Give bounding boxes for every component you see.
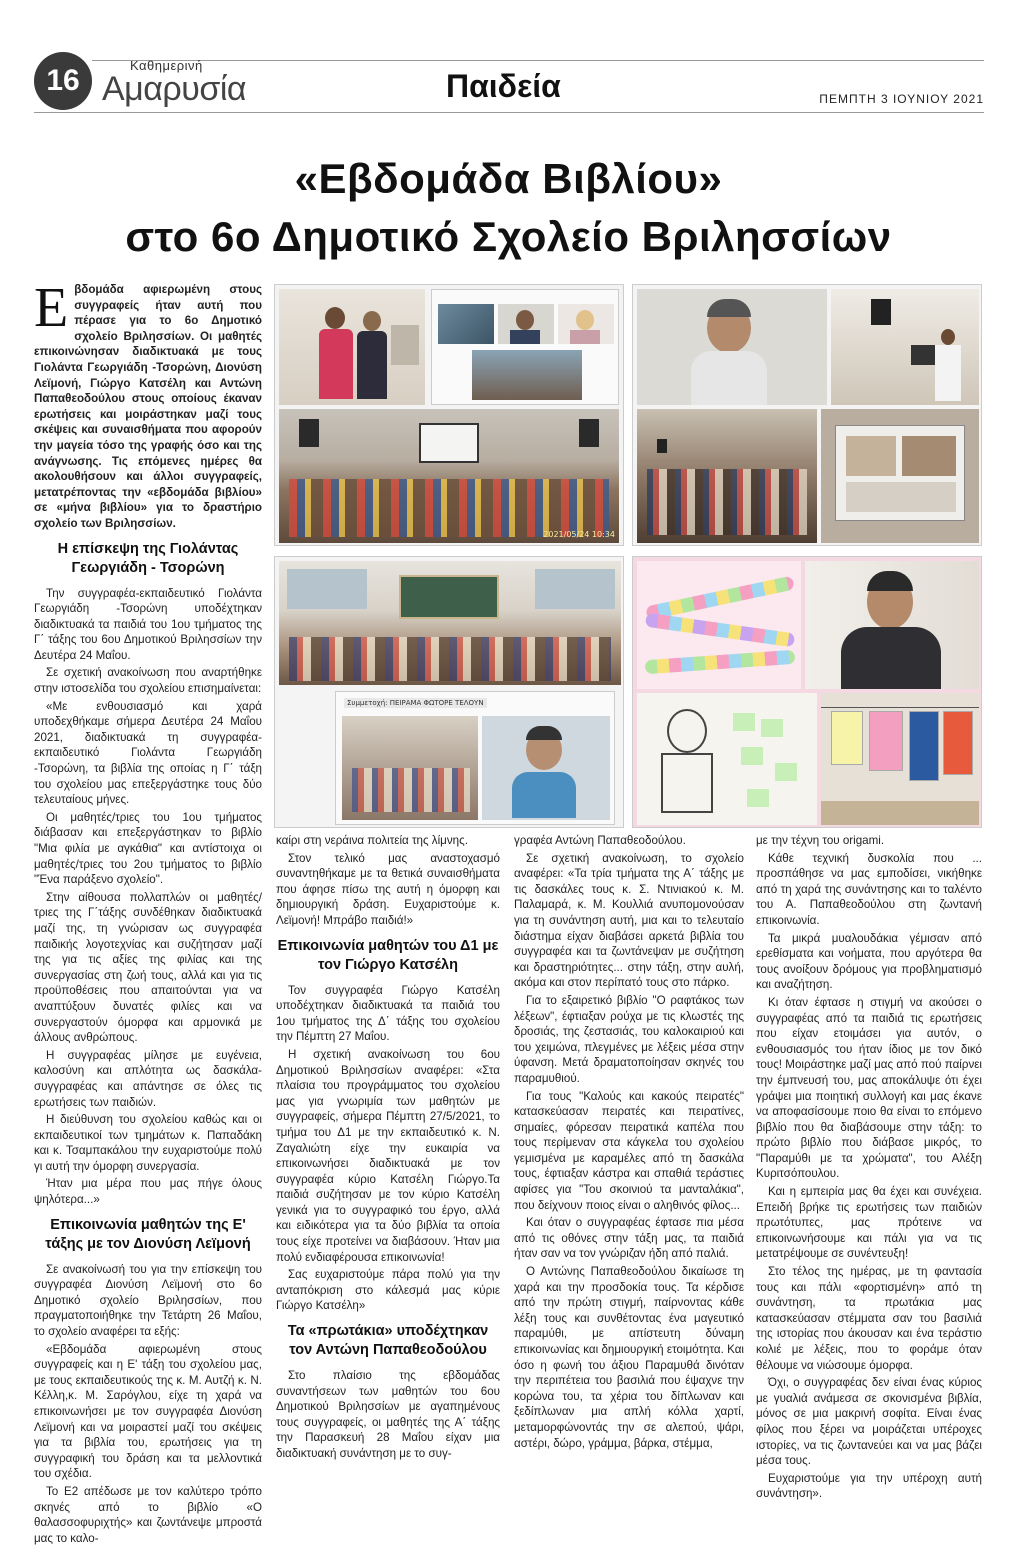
paragraph: Το Ε2 απέδωσε με τον καλύτερο τρόπο σκηνές από το βιβλίο «Ο θαλασσοφυριχτής» και ζωντάνεψε μπροστά μας το καλο- xyxy=(34,1484,262,1545)
paragraph: Σε ανακοίνωσή του για την επίσκεψη του συγγραφέα Διονύση Λεϊμονή στο 6ο Δημοτικό σχολείο Βριλησσίων, που πραγματοποιήθηκε την Τετάρτη 26 Μαΐου, το σχολείο αναφέρει τα εξής: xyxy=(34,1262,262,1339)
photo-classroom-wide xyxy=(279,561,621,685)
brand-subtitle: Καθημερινή xyxy=(130,58,203,73)
title-line-1: «Εβδομάδα Βιβλίου» xyxy=(294,155,723,202)
heading-katselis: Επικοινωνία μαθητών του Δ1 με τον Γιώργο Κατσέλη xyxy=(277,937,499,973)
photo-teachers-standing xyxy=(279,289,425,405)
paragraph: Στο τέλος της ημέρας, με τη φαντασία τους και πάλι «φορτισμένη» από τη συνάντηση, τα πρωτάκια μας κατασκεύασαν στέμματα σαν του βασιλιά της ιστορίας που άκουσαν και ένα τεράστιο κολιέ με λέξεις, που το φοράμε όταν θέλουμε να νιώσουμε όμορφα. xyxy=(756,1265,982,1372)
column-1 xyxy=(34,277,262,1545)
photo-screen-label: Συμμετοχή: ΠΕΙΡΑΜΑ ΦΩΤΟΡΕ ΤΕΛΟΥΝ xyxy=(344,698,487,708)
heading-georgiadi: Η επίσκεψη της Γιολάντας Γεωργιάδη - Τσορώνη xyxy=(57,540,239,576)
issue-date: ΠΕΜΠΤΗ 3 ΙΟΥΝΙΟΥ 2021 xyxy=(819,92,984,106)
section-title: Παιδεία xyxy=(446,68,561,104)
paragraph: Σε σχετική ανακοίνωση, το σχολείο αναφέρει: «Τα τρία τμήματα της Α΄ τάξης με τις δασκάλες τους κ. Σ. Ντινιακού κ. Μ. Παλαμαρά, κ. Μ. Κουλλιά ανυπομονούσαν για τη συνάντηση αυτή, μια και το τελευταίο διάστημα είχαν διαβάσει αρκετά βιβλία του συγγραφέα και τα ζωντάνεψαν με συζήτηση και δραστηριότητες... στην τάξη, στην αυλή, ακόμα και στον περίπατό τους στο πάρκο. xyxy=(514,851,744,990)
paragraph: Στην αίθουσα πολλαπλών οι μαθητές/τριες της Γ΄τάξης συνδέθηκαν διαδικτυακά μαζί της, τη γνώρισαν ως συγγραφέα παιδικής λογοτεχνίας και συζήτησαν μαζί της για τις αξίες της φιλίας και της συνεργασίας στη ζωή τους, αλλά και για τις προϋποθέσεις που απαιτούνται για να αναπτύξουν δυνατές φιλίες και να συνεργαστούν όμορφα και αρμονικά με άλλους ανθρώπους. xyxy=(34,890,262,1045)
brand-logo: Αμαρυσία xyxy=(102,70,247,108)
photo-students-on-floor xyxy=(637,409,817,543)
column-4 xyxy=(756,833,982,1501)
paragraph: Σε σχετική ανακοίνωση που αναρτήθηκε στην ιστοσελίδα του σχολείου επισημαίνεται: xyxy=(34,666,262,696)
photo-paper-chains xyxy=(637,561,801,689)
column-2 xyxy=(276,833,500,1460)
photo-classroom-collage-1 xyxy=(274,284,624,546)
paragraph: με την τέχνη του origami. xyxy=(756,834,885,847)
intro-paragraph xyxy=(34,277,262,532)
photo-author-video-call xyxy=(637,289,827,405)
paragraph: Ο Αντώνης Παπαθεοδούλου δικαίωσε τη χαρά και την προσδοκία τους. Τα κέρδισε από την πρώτη στιγμή, παίρνοντας κάθε λέξη τους και συνθέτοντας ένα μαγευτικό παραμύθι, με απίστευτη δύναμη επικοινωνίας και δημιουργική ετοιμότητα. Και όσο η φωνή του άξιου Παραμυθά δινόταν την περιπέτεια του βασιλιά που έψαχνε την κορώνα του, τα χέρια του δίπλωναν και ξεδίπλωναν μια απλή κόλλα χαρτί, μεταμορφώνοντάς την σε αλεπού, ψάρι, αστέρι, δώρο, γράμμα, βάρκα, στέμμα, xyxy=(514,1265,744,1450)
heading-papatheodoulou: Τα «πρωτάκια» υποδέχτηκαν τον Αντώνη Παπαθεοδούλου xyxy=(287,1323,489,1359)
paragraph: Οι μαθητές/τριες του 1ου τμήματος διάβασαν και επεξεργάστηκαν το βιβλίο "Μια φιλία με αγκάθια" και αντίστοιχα οι μαθητές/τριες του 2ου τμήματος το βιβλίο "Ένα παράξενο σχολείο". xyxy=(34,810,262,887)
paragraph: Για το εξαιρετικό βιβλίο "Ο ραφτάκος των λέξεων", έφτιαξαν ρούχα με τις κλωστές της δροσιάς, της ζεστασιάς, του καλοκαιριού και του χειμώνα, πλεγμένες με λέξεις μέσα στην ύφανση. Μετά δραματοποίησαν σκηνές του παραμυθιού. xyxy=(514,993,744,1085)
photo-projected-screen xyxy=(821,409,979,543)
paragraph: Κι όταν έφτασε η στιγμή να ακούσει ο συγγραφέας από τα παιδιά τις ερωτήσεις που είχαν ετοιμάσει για αυτόν, ο ενθουσιασμός του ήταν ίδιος με τον δικό τους! Μοιράστηκε μαζί μας από πού παίρνει την έμπνευσή του, μας αποκάλυψε ότι έχει γράψει μια ποιητική συλλογή και μας έκανε να αποφασίσουμε ποιο θα είναι το επόμενο βιβλίο που θα διαβάσουμε στην τάξη: το πρώτο βιβλίο που διάβασε μικρός, το "Παραμύθι με τα χρώματα", του Αλέξη Κυριτσόπουλου. xyxy=(756,995,982,1181)
photo-crafts-collage xyxy=(632,556,982,828)
photo-classroom-teacher xyxy=(831,289,979,405)
paragraph: «Εβδομάδα αφιερωμένη στους συγγραφείς και η Ε' τάξη του σχολείου μας, με τους εκπαιδευτικούς της κ. Μ. Αυτζή κ. Ν. Κέλλη,κ. Μ. Σαρόγλου, είχε τη χαρά να επικοινωνήσει με τον συγγραφέα Διονύση Λεϊμονή και να μοιραστεί μαζί του σκέψεις για τα βιβλία του, ερωτήσεις για τη συγγραφική του δράση και τα μελλοντικά του σχέδια. xyxy=(34,1342,262,1481)
paragraph: γραφέα Αντώνη Παπαθεοδούλου. xyxy=(514,834,686,847)
heading-leimonis: Επικοινωνία μαθητών της Ε' τάξης με τον Διονύση Λεϊμονή xyxy=(45,1216,251,1252)
drop-cap: Ε xyxy=(34,277,69,339)
paragraph: Ήταν μια μέρα που μας πήγε όλους ψηλότερα...» xyxy=(34,1177,262,1207)
paragraph: Κάθε τεχνική δυσκολία που ... προσπάθησε να μας εμποδίσει, νικήθηκε από τη χαρά της συνάντησης και το ταλέντο του Α. Παπαθεοδούλου στη ζωντανή επικοινωνία. xyxy=(756,851,982,927)
paragraph: Τα μικρά μυαλουδάκια γέμισαν από ερεθίσματα και νοήματα, που αργότερα θα τους ανοίξουν δρόμους για προβληματισμό και αναζήτηση. xyxy=(756,931,982,992)
header-rule-bottom xyxy=(34,112,984,113)
paragraph: Και η εμπειρία μας θα έχει και συνέχεια. Επειδή βρήκε τις ερωτήσεις των παιδιών πρωτότυπες, μας πρότεινε να επικοινωνήσουμε και πάλι για να τις μετατρέψουμε σε συνέντευξη! xyxy=(756,1185,982,1261)
paragraph: Στον τελικό μας αναστοχασμό συναντηθήκαμε με τα θετικά συναισθήματα που άφησε πίσω της αυτή η όμορφη και δημιουργική δράση. Ευχαριστούμε κ. Λεϊμονή! Μπράβο παιδιά!» xyxy=(276,851,500,927)
intro-text: βδομάδα αφιερωμένη στους συγγραφείς ήταν αυτή που πέρασε για το 6ο Δημοτικό σχολείο Βριλησσίων. Οι μαθητές επικοινώνησαν διαδικτυακά με τους Γιολάντα Γεωργιάδη -Τσορώνη, Διονύση Λεϊμονή, Γιώργο Κατσέλη και Αντώνη Παπαθεοδούλου στους οποίους έκαναν ερωτήσεις και μοιράστηκαν μαζί τους σκέψεις και συναισθήματα που αφορούν την μαγεία τόσο της γραφής όσο και της ανάγνωσης. Τις επόμενες ημέρες θα ακολουθήσουν και άλλοι συγγραφείς, μετατρέποντας την «εβδομάδα βιβλίου» σε «μήνα βιβλίου» για το δραστήριο σχολείο των Βριλησσίων. xyxy=(34,283,262,530)
photo-classroom-collage-2 xyxy=(632,284,982,546)
column-3 xyxy=(514,833,744,1453)
paragraph: Τον συγγραφέα Γιώργο Κατσέλη υποδέχτηκαν διαδικτυακά τα παιδιά του 1ου τμήματος της Δ΄ τάξης του σχολείου την Πέμπτη 27 Μαΐου. xyxy=(276,983,500,1044)
paragraph: Και όταν ο συγγραφέας έφτασε πια μέσα από τις οθόνες στην τάξη μας, τα παιδιά ήταν σαν να τον γνώριζαν ήδη από παλιά. xyxy=(514,1216,744,1261)
paragraph: καίρι στη νεράινα πολιτεία της λίμνης. xyxy=(276,834,468,847)
page-number-badge: 16 xyxy=(34,52,92,110)
article-title xyxy=(40,150,977,266)
photo-multipurpose-hall xyxy=(279,409,619,543)
photo-drawing-poster xyxy=(637,693,817,825)
photo-classroom-collage-3 xyxy=(274,556,624,828)
paragraph: Η διεύθυνση του σχολείου καθώς και οι εκπαιδευτικοί των τμημάτων κ. Παπαδάκη και κ. Τσαμπακάλου την ευχαριστούμε πολύ γι αυτή την όμορφη συνεργασία. xyxy=(34,1113,262,1173)
paragraph: Η συγγραφέας μίλησε με ευγένεια, καλοσύνη και απλότητα ως δασκάλα-συγγραφέας και απάντησε σε όλες τις ερωτήσεις των παιδιών. xyxy=(34,1048,262,1109)
paragraph: Για τους "Καλούς και κακούς πειρατές" κατασκεύασαν πειρατές και πειρατίνες, σημαίες, φόρεσαν πειρατικά καπέλα που τους περίμεναν στα κάγκελα του σχολείου γεμισμένα με καραμέλες από τη δασκάλα τους, έφτιαξαν κάστρα και σπαθιά τεράστιες αφίσες για "Του σκοινιού τα μανταλάκια", που δείχνουν ποιος είναι ο αληθινός φίλος... xyxy=(514,1089,744,1212)
photo-author-speaking xyxy=(805,561,979,689)
paragraph: Η σχετική ανακοίνωση του 6ου Δημοτικού Βριλησσίων αναφέρει: «Στα πλαίσια του προγράμματος του σχολείου μας για γνωριμία των μαθητών με συγγραφείς, σήμερα Πέμπτη 27/5/2021, το τμήμα του Δ1 με την εκπαιδευτικό κ. Ν. Ζαγαλιώτη είχε την ευκαιρία να επικοινωνήσει διαδικτυακά με τον συγγραφέα κύριο Κατσέλη Γιώργο.Τα παιδιά συζήτησαν με τον κύριο Κατσέλη γενικά για το συγγραφικό του έργο, αλλά και ειδικότερα για τα δύο βιβλία τα οποία τους είχε προτείνει να διαβάσουν. Ήταν μια πολύ ενδιαφέρουσα επικοινωνία! xyxy=(276,1047,500,1264)
paragraph: «Με ενθουσιασμό και χαρά υποδεχθήκαμε σήμερα Δευτέρα 24 Μαΐου 2021, διαδικτυακά τη συγγραφέα-εκπαιδευτικό Γιολάντα Γεωργιάδη -Τσορώνη, τα βιβλία της οποίας η Γ΄ τάξη του σχολείου μας επεξεργάστηκε τους δύο τελευταίους μήνες. xyxy=(34,699,262,807)
paragraph: Ευχαριστούμε για την υπέροχη αυτή συνάντηση». xyxy=(756,1471,982,1501)
photo-video-call-screen xyxy=(431,289,619,405)
paragraph: Στο πλαίσιο της εβδομάδας συναντήσεων των μαθητών του 6ου Δημοτικού Βριλησσίων με αγαπημένους τους συγγραφείς, οι μαθητές της Α΄ τάξης την Παρασκευή 28 Μαΐου είχαν μια διαδικτυακή συνάντηση με το συγ- xyxy=(276,1369,500,1460)
paragraph: Την συγγραφέα-εκπαιδευτικό Γιολάντα Γεωργιάδη -Τσορώνη υποδέχτηκαν διαδικτυακά τα παιδιά του 1ου τμήματος της Γ΄ τάξης του 6ου Δημοτικού Βριλησσίων την Δευτέρα 24 Μαΐου. xyxy=(34,586,262,662)
page-header xyxy=(34,52,984,114)
photo-video-conference-grid xyxy=(335,691,615,825)
paragraph: Σας ευχαριστούμε πάρα πολύ για την ανταπόκριση στο κάλεσμά μας κύριε Γιώργο Κατσέλη» xyxy=(276,1268,500,1313)
paragraph: Όχι, ο συγγραφέας δεν είναι ένας κύριος με γυαλιά ανάμεσα σε σκονισμένα βιβλία, μόνος σε μια μακρινή σοφίτα. Είναι ένας φίλος που ξέρει να μοιράζεται υπέροχες ιστορίες, να τις ζωντανεύει και να μας βάζει μέσα τους. xyxy=(756,1376,982,1468)
title-line-2: στο 6ο Δημοτικό Σχολείο Βριλησσίων xyxy=(125,213,892,260)
photo-paper-clothes xyxy=(821,693,979,825)
header-rule-top xyxy=(92,60,984,61)
photo-timestamp: 2021/05/24 10:34 xyxy=(543,530,615,539)
